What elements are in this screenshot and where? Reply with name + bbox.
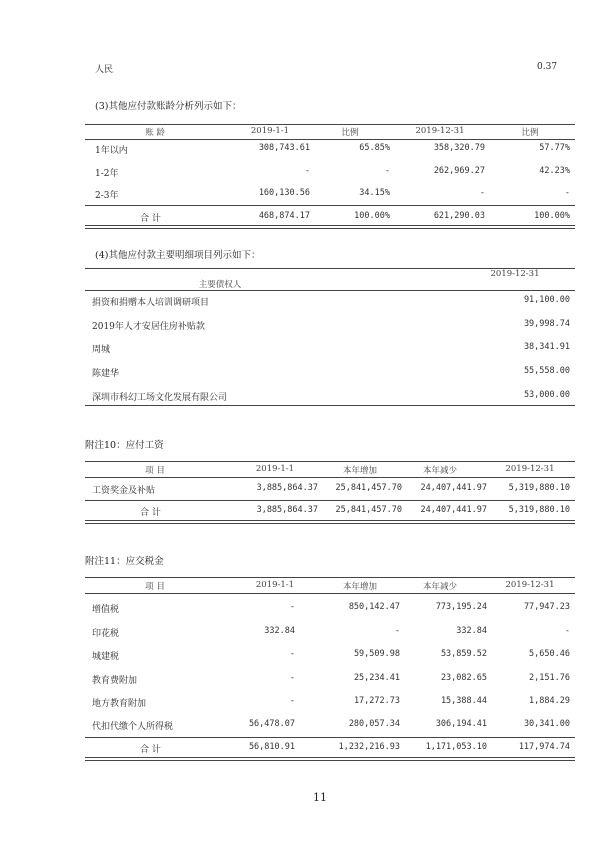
total-value: 3,885,864.37	[256, 505, 318, 515]
cell-value: -	[394, 626, 400, 636]
row-label: 地方教育附加	[92, 699, 147, 709]
column-header: 比例	[341, 128, 359, 138]
cell-value: 38,341.91	[523, 342, 570, 352]
column-header: 本年增加	[342, 466, 377, 476]
column-header: 本年减少	[422, 582, 457, 592]
cell-value: 308,743.61	[258, 143, 310, 153]
cell-value: 39,998.74	[523, 319, 570, 329]
cell-value: -	[564, 188, 570, 198]
total-label: 合 计	[140, 214, 161, 224]
table-double-rule	[85, 757, 575, 761]
cell-value: -	[479, 188, 485, 198]
row-label: 印花税	[92, 629, 120, 639]
cell-value: 15,388.44	[440, 696, 487, 706]
total-value: 5,319,880.10	[508, 505, 570, 515]
total-value: 468,874.17	[258, 211, 310, 221]
cell-value: 306,194.41	[435, 719, 487, 729]
column-header: 比例	[521, 128, 539, 138]
column-header: 2019-12-31	[505, 580, 555, 590]
cell-value: 1,884.29	[529, 696, 570, 706]
total-value: 117,974.74	[518, 742, 570, 752]
table-rule	[85, 290, 575, 291]
column-header: 主要债权人	[198, 280, 242, 290]
row-label: 周城	[92, 345, 111, 355]
cell-value: 17,272.73	[353, 696, 400, 706]
column-header: 2019-1-1	[255, 464, 295, 474]
total-value: 56,810.91	[248, 742, 295, 752]
column-header: 项 目	[145, 582, 165, 592]
cell-value: 59,509.98	[353, 649, 400, 659]
taxes-payable-title: 附注11：应交税金	[85, 556, 164, 567]
header-left-text: 人民	[95, 65, 114, 75]
total-value: 25,841,457.70	[335, 505, 402, 515]
row-label: 代扣代缴个人所得税	[92, 722, 174, 732]
table-rule	[85, 405, 575, 406]
total-value: 621,290.03	[433, 211, 485, 221]
cell-value: -	[289, 673, 295, 683]
cell-value: 23,082.65	[440, 673, 487, 683]
total-label: 合 计	[140, 745, 161, 755]
column-header: 本年增加	[342, 582, 377, 592]
cell-value: -	[289, 602, 295, 612]
table-rule	[85, 139, 575, 140]
row-label: 增值税	[92, 605, 120, 615]
cell-value: 25,841,457.70	[335, 483, 402, 493]
cell-value: -	[564, 626, 570, 636]
table-rule	[85, 737, 575, 738]
cell-value: 55,558.00	[523, 366, 570, 376]
cell-value: 332.84	[264, 626, 295, 636]
table-rule	[85, 205, 575, 206]
column-header: 账 龄	[145, 128, 165, 138]
row-label: 1年以内	[95, 146, 128, 156]
main-items-title: (4)其他应付款主要明细项目列示如下：	[95, 250, 261, 261]
cell-value: 3,885,864.37	[256, 483, 318, 493]
cell-value: 850,142.47	[348, 602, 400, 612]
row-label: 城建税	[92, 652, 120, 662]
column-header: 2019-12-31	[415, 126, 465, 136]
cell-value: 773,195.24	[435, 602, 487, 612]
table-double-rule	[85, 520, 575, 524]
row-label: 陈建华	[92, 369, 120, 379]
cell-value: 2,151.76	[529, 673, 570, 683]
cell-value: 5,650.46	[529, 649, 570, 659]
cell-value: 262,969.27	[433, 166, 485, 176]
column-header: 本年减少	[422, 466, 457, 476]
row-label: 工资奖金及补贴	[92, 486, 156, 496]
row-label: 2019年人才安居住房补贴款	[92, 322, 205, 332]
row-label: 2-3年	[95, 191, 119, 201]
cell-value: 34.15%	[359, 188, 390, 198]
cell-value: 65.85%	[359, 143, 390, 153]
table-rule	[85, 593, 575, 594]
row-label: 1-2年	[95, 169, 119, 179]
table-rule	[85, 124, 575, 125]
total-label: 合 计	[140, 508, 161, 518]
total-value: 1,171,053.10	[425, 742, 487, 752]
page-number: 11	[313, 791, 327, 804]
column-header: 2019-12-31	[505, 464, 555, 474]
total-value: 24,407,441.97	[420, 505, 487, 515]
cell-value: 160,130.56	[258, 188, 310, 198]
cell-value: 358,320.79	[433, 143, 485, 153]
table-rule	[85, 461, 575, 462]
row-label: 深圳市科幻工场文化发展有限公司	[92, 393, 228, 403]
cell-value: 53,000.00	[523, 390, 570, 400]
total-value: 1,232,216.93	[338, 742, 400, 752]
cell-value: 56,478.07	[248, 719, 295, 729]
cell-value: -	[289, 649, 295, 659]
aging-analysis-title: (3)其他应付款账龄分析列示如下：	[95, 101, 242, 112]
row-label: 捐资和捐赠本人培训调研项目	[92, 298, 210, 308]
cell-value: 57.77%	[539, 143, 570, 153]
total-value: 100.00%	[354, 211, 390, 221]
cell-value: -	[384, 166, 390, 176]
column-header: 2019-1-1	[255, 580, 295, 590]
cell-value: 25,234.41	[353, 673, 400, 683]
table-double-rule	[85, 225, 575, 229]
cell-value: -	[289, 696, 295, 706]
cell-value: 280,057.34	[348, 719, 400, 729]
cell-value: 24,407,441.97	[420, 483, 487, 493]
cell-value: 42.23%	[539, 166, 570, 176]
column-header: 2019-1-1	[250, 126, 290, 136]
cell-value: 53,859.52	[440, 649, 487, 659]
cell-value: 5,319,880.10	[508, 483, 570, 493]
cell-value: 91,100.00	[523, 295, 570, 305]
header-right-text: 0.37	[537, 62, 558, 72]
cell-value: 332.84	[456, 626, 487, 636]
table-rule	[85, 500, 575, 501]
payable-wages-title: 附注10：应付工资	[85, 440, 164, 451]
cell-value: -	[304, 166, 310, 176]
table-rule	[85, 577, 575, 578]
cell-value: 77,947.23	[523, 602, 570, 612]
cell-value: 30,341.00	[523, 719, 570, 729]
table-rule	[85, 477, 575, 478]
column-header: 项 目	[145, 466, 165, 476]
column-header: 2019-12-31	[490, 269, 540, 279]
total-value: 100.00%	[534, 211, 570, 221]
row-label: 教育费附加	[92, 676, 138, 686]
